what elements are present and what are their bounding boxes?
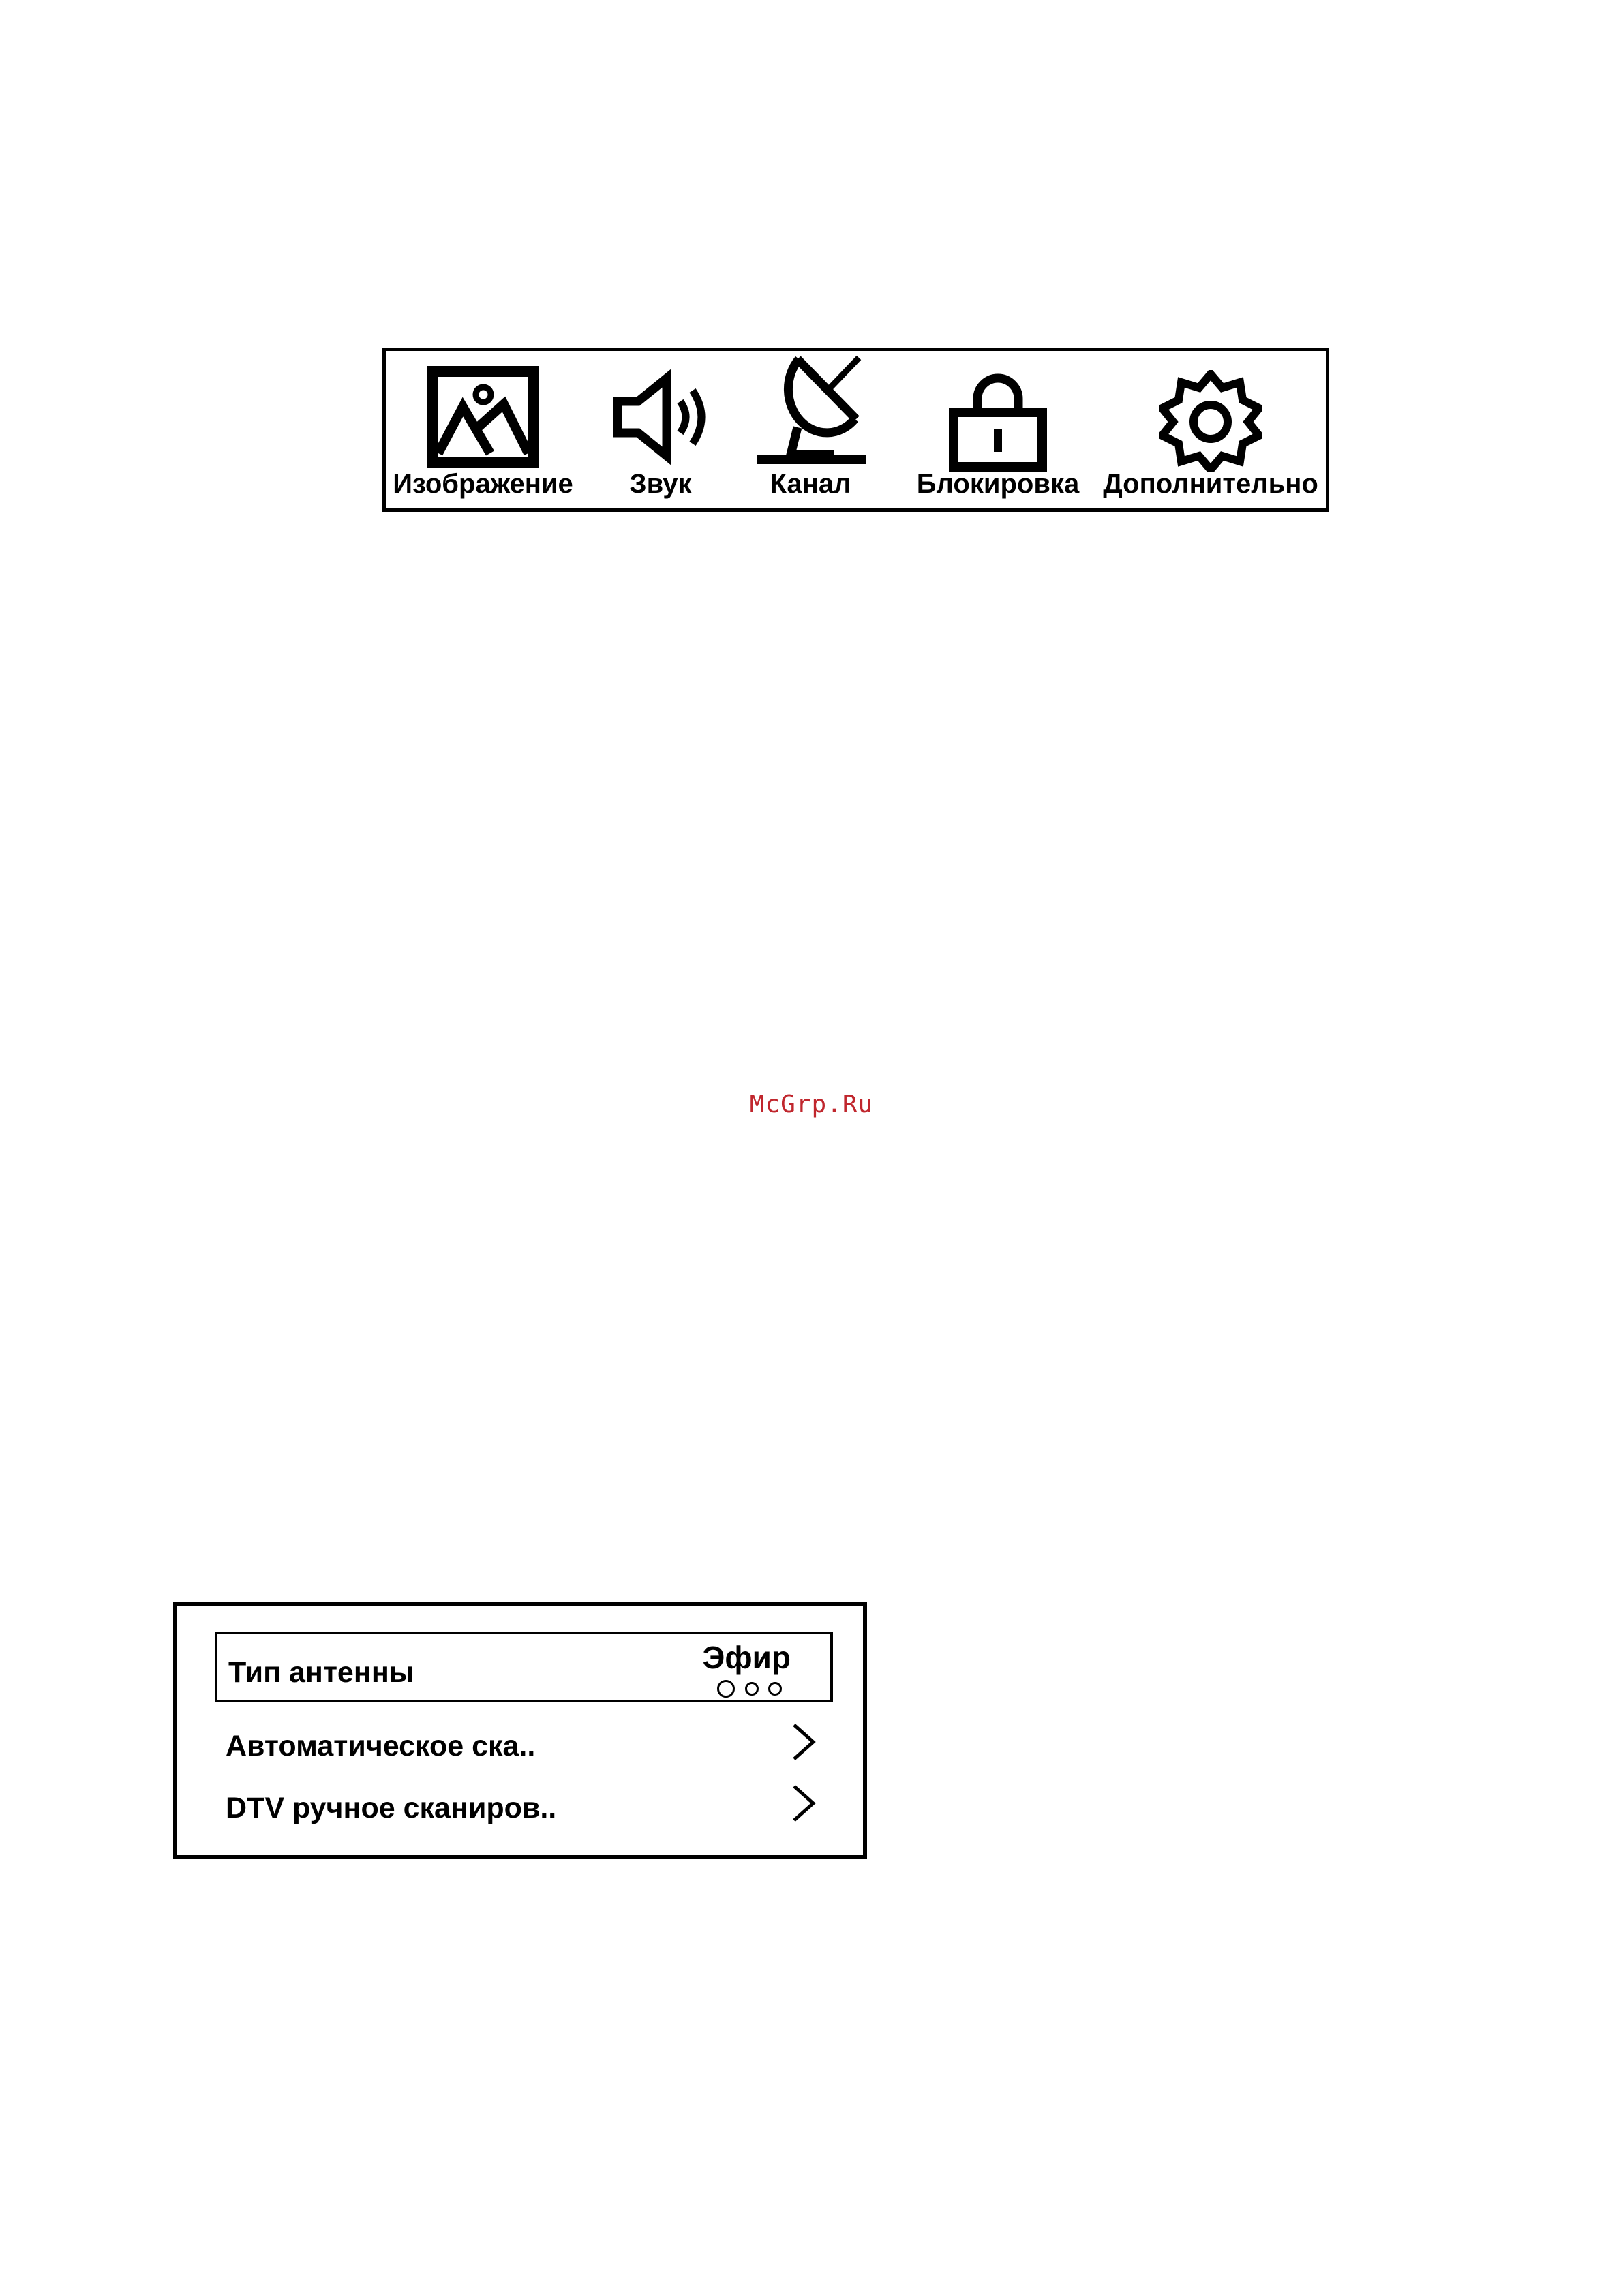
menu-label-channel: Канал — [770, 469, 851, 499]
menu-item-advanced[interactable] — [1098, 351, 1323, 508]
lock-icon — [947, 370, 1049, 472]
chevron-right-icon — [790, 1784, 817, 1823]
antenna-type-row[interactable] — [215, 1632, 833, 1702]
menu-item-channel[interactable] — [753, 351, 868, 508]
watermark: McGrp.Ru — [749, 1090, 874, 1118]
gear-icon — [1159, 370, 1262, 472]
option-indicator — [710, 1680, 782, 1698]
antenna-type-label: Тип антенны — [228, 1656, 414, 1689]
auto-scan-label: Автоматическое ска.. — [226, 1730, 536, 1762]
dtv-manual-scan-row[interactable] — [215, 1777, 833, 1831]
option-dot — [745, 1682, 759, 1696]
menu-item-picture[interactable] — [393, 351, 573, 508]
satellite-dish-icon — [753, 351, 868, 467]
menu-item-lock[interactable] — [913, 351, 1083, 508]
menu-label-lock: Блокировка — [916, 469, 1080, 499]
chevron-right-icon — [790, 1722, 817, 1762]
option-dot-active — [717, 1680, 735, 1698]
menu-label-sound: Звук — [629, 469, 692, 499]
speaker-icon — [609, 366, 712, 468]
menu-item-sound[interactable] — [608, 351, 713, 508]
main-menu-bar — [382, 348, 1329, 512]
menu-label-advanced: Дополнительно — [1103, 469, 1318, 499]
picture-icon — [427, 366, 539, 468]
auto-scan-row[interactable] — [215, 1715, 833, 1770]
option-dot — [768, 1682, 782, 1696]
dtv-manual-scan-label: DTV ручное сканиров.. — [226, 1792, 557, 1824]
channel-submenu — [173, 1602, 867, 1859]
menu-label-picture: Изображение — [393, 469, 573, 499]
antenna-type-value: Эфир — [702, 1640, 791, 1675]
